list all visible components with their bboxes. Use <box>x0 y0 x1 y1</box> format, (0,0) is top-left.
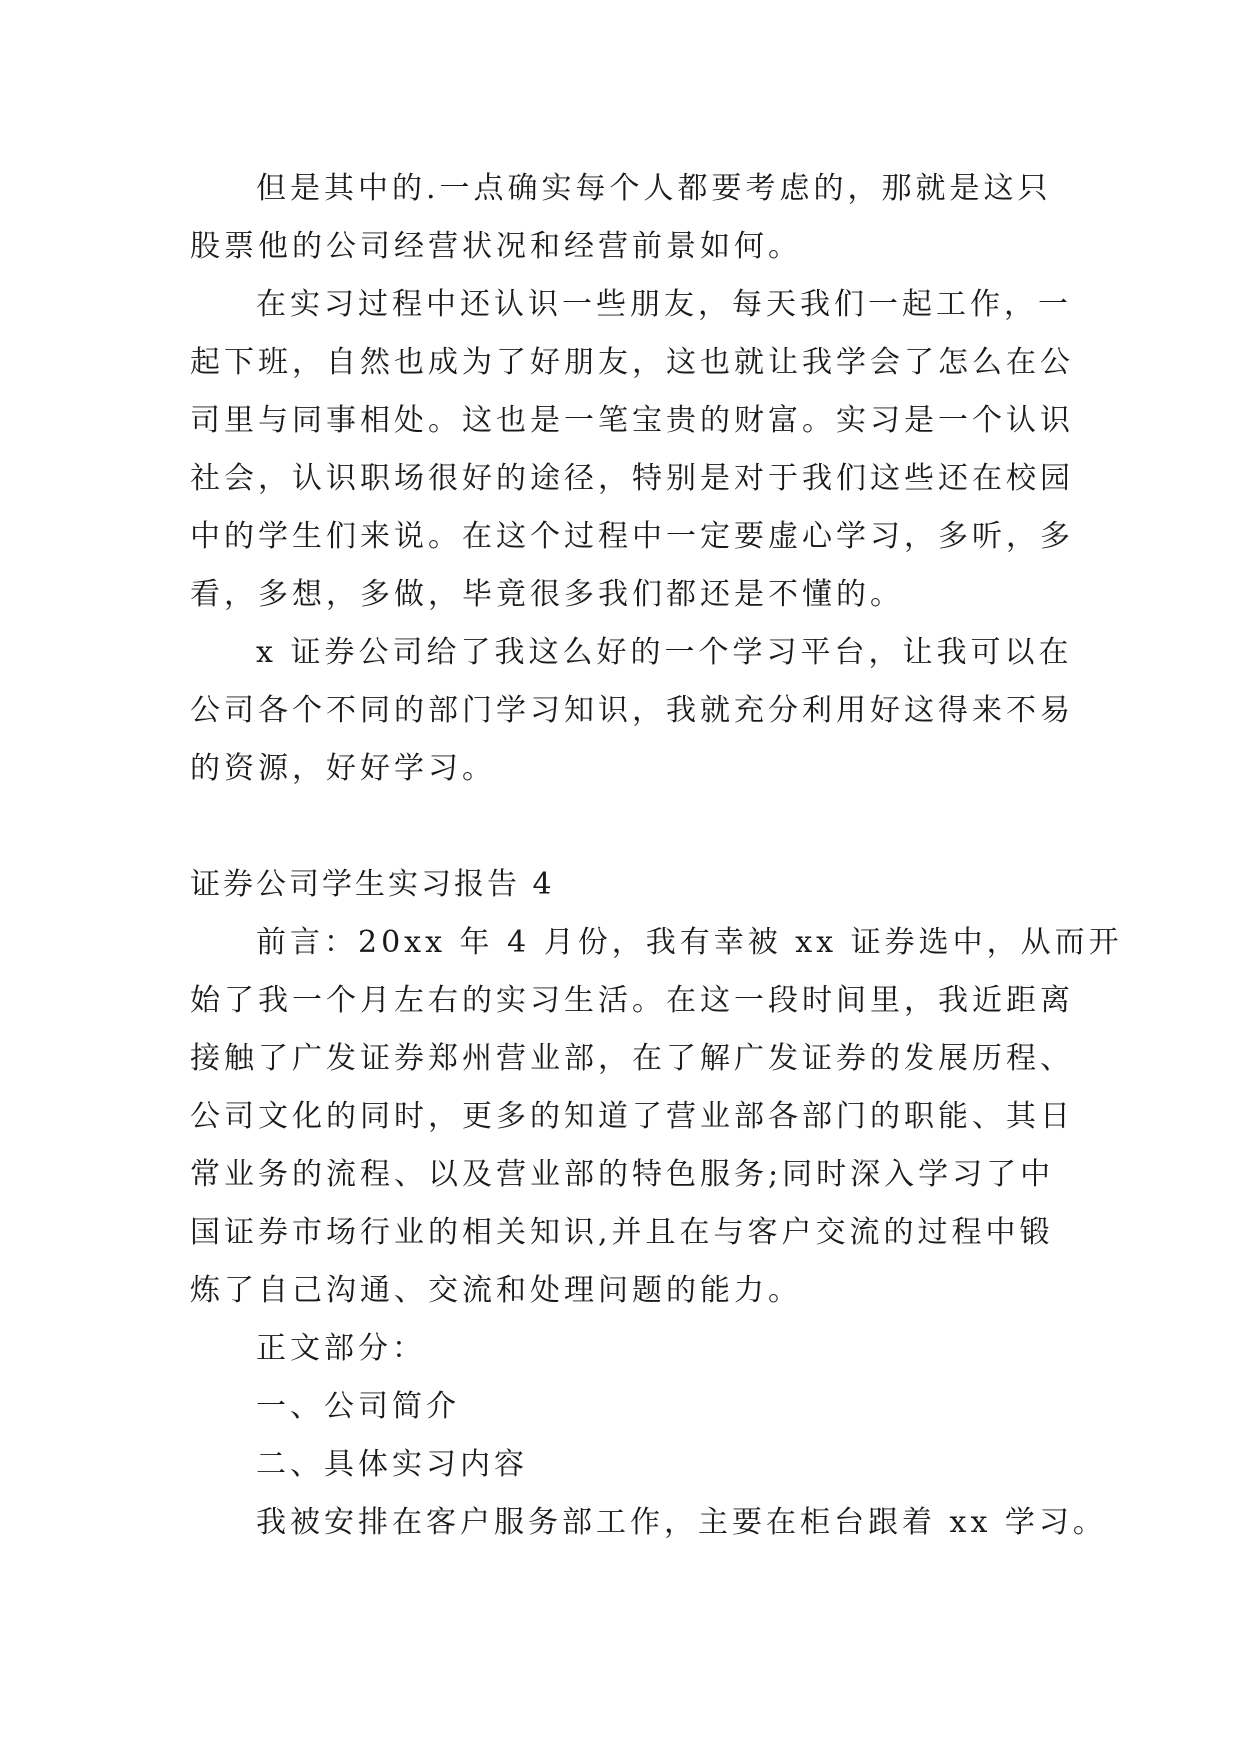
text-line: 起下班，自然也成为了好朋友，这也就让我学会了怎么在公 <box>190 345 1074 380</box>
text-line: 在实习过程中还认识一些朋友，每天我们一起工作，一 <box>256 287 1072 322</box>
section-title: 证券公司学生实习报告 4 <box>190 867 555 902</box>
text-line: 中的学生们来说。在这个过程中一定要虚心学习，多听，多 <box>190 519 1074 554</box>
text-line: 前言：20xx 年 4 月份，我有幸被 xx 证券选中，从而开 <box>256 925 1123 960</box>
paragraph-platform <box>190 624 1074 798</box>
text-line: 接触了广发证券郑州营业部，在了解广发证券的发展历程、 <box>190 1041 1074 1076</box>
list-item-company-intro: 一、公司简介 <box>256 1389 460 1424</box>
text-line: 社会，认识职场很好的途径，特别是对于我们这些还在校园 <box>190 461 1074 496</box>
text-line: 股票他的公司经营状况和经营前景如何。 <box>190 229 802 264</box>
text-line: 炼了自己沟通、交流和处理问题的能力。 <box>190 1273 802 1308</box>
paragraph-gap <box>190 798 1060 856</box>
text-line: 司里与同事相处。这也是一笔宝贵的财富。实习是一个认识 <box>190 403 1074 438</box>
text-line: 看，多想，多做，毕竟很多我们都还是不懂的。 <box>190 577 904 612</box>
text-line: 国证券市场行业的相关知识,并且在与客户交流的过程中锻 <box>190 1215 1054 1250</box>
text-line: 常业务的流程、以及营业部的特色服务;同时深入学习了中 <box>190 1157 1055 1192</box>
text-line: 始了我一个月左右的实习生活。在这一段时间里，我近距离 <box>190 983 1074 1018</box>
paragraph-friends <box>190 276 1074 624</box>
paragraph-preface <box>190 914 1123 1320</box>
paragraph-stock-consideration <box>190 160 1060 276</box>
text-line: x 证券公司给了我这么好的一个学习平台，让我可以在 <box>256 635 1073 670</box>
text-line: 我被安排在客户服务部工作，主要在柜台跟着 xx 学习。 <box>256 1505 1107 1540</box>
text-line: 公司各个不同的部门学习知识，我就充分利用好这得来不易 <box>190 693 1074 728</box>
text-line: 的资源，好好学习。 <box>190 751 496 786</box>
paragraph-customer-service <box>190 1494 1107 1552</box>
body-label: 正文部分： <box>256 1331 426 1366</box>
list-item-internship-content: 二、具体实习内容 <box>256 1447 528 1482</box>
text-line: 公司文化的同时，更多的知道了营业部各部门的职能、其日 <box>190 1099 1074 1134</box>
document-body <box>190 160 1123 1552</box>
text-line: 但是其中的.一点确实每个人都要考虑的，那就是这只 <box>256 171 1052 206</box>
